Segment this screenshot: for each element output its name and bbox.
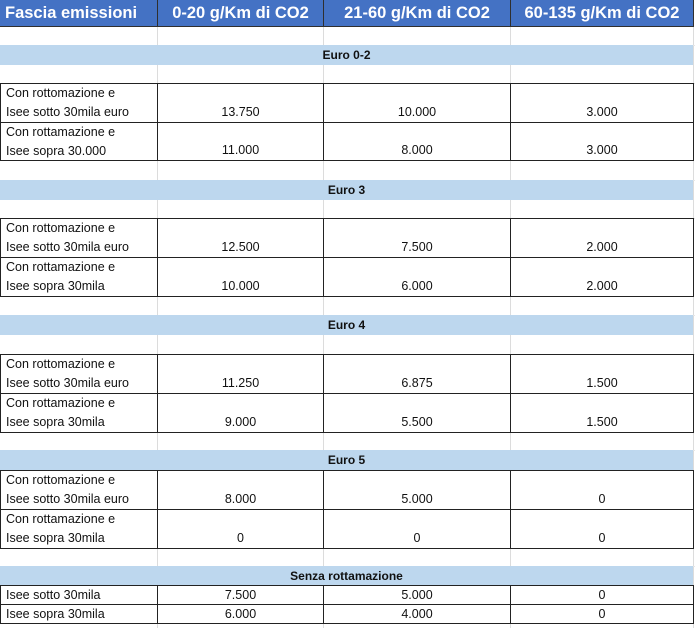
row-label[interactable] [0, 354, 158, 394]
value-cell[interactable]: 12.500 [157, 218, 324, 258]
value-cell[interactable]: 7.500 [157, 585, 324, 605]
row-label-line1: Con rottamazione e [6, 512, 116, 526]
row-label-line2: Isee sopra 30.000 [6, 143, 107, 158]
row-label-line1: Isee sopra 30mila [6, 607, 105, 621]
value-cell[interactable]: 9.000 [157, 393, 324, 433]
section-euro-5[interactable]: Euro 5 [0, 450, 693, 470]
row-label[interactable] [0, 122, 158, 161]
row-label-line1: Con rottomazione e [6, 86, 116, 100]
value-cell[interactable]: 11.250 [157, 354, 324, 394]
value-cell[interactable]: 7.500 [323, 218, 511, 258]
row-label-line1: Con rottomazione e [6, 473, 116, 487]
header-60-135[interactable]: 60-135 g/Km di CO2 [511, 0, 694, 27]
row-label[interactable] [0, 393, 158, 433]
row-label[interactable] [0, 257, 158, 297]
row-label[interactable] [0, 83, 158, 123]
section-euro-3[interactable]: Euro 3 [0, 180, 693, 200]
value-cell[interactable]: 4.000 [323, 604, 511, 624]
row-label-line1: Con rottamazione e [6, 396, 116, 410]
row-label-line2: Isee sotto 30mila euro [6, 105, 129, 119]
row-label-line2: Isee sopra 30mila [6, 279, 105, 293]
section-senza-rottamazione[interactable]: Senza rottamazione [0, 566, 693, 585]
row-label-line2: Isee sotto 30mila euro [6, 492, 129, 506]
section-euro-0-2[interactable]: Euro 0-2 [0, 45, 693, 65]
value-cell[interactable]: 8.000 [157, 470, 324, 510]
value-cell[interactable]: 1.500 [510, 393, 694, 433]
value-cell[interactable]: 5.000 [323, 470, 511, 510]
value-cell[interactable]: 6.000 [323, 257, 511, 297]
row-label-line2: Isee sopra 30mila [6, 531, 105, 545]
value-cell[interactable]: 5.000 [323, 585, 511, 605]
value-cell[interactable]: 0 [510, 509, 694, 549]
row-label-line2: Isee sopra 30mila [6, 415, 105, 429]
value-cell[interactable]: 2.000 [510, 218, 694, 258]
value-cell[interactable]: 0 [157, 509, 324, 549]
row-label[interactable] [0, 604, 158, 624]
row-label-line1: Con rottomazione e [6, 357, 116, 371]
value-cell[interactable]: 1.500 [510, 354, 694, 394]
value-cell[interactable]: 0 [323, 509, 511, 549]
value-cell[interactable]: 0 [510, 585, 694, 605]
row-label[interactable] [0, 585, 158, 605]
value-cell[interactable]: 0 [510, 604, 694, 624]
value-cell[interactable]: 3.000 [510, 122, 694, 161]
header-fascia-emissioni[interactable]: Fascia emissioni [0, 0, 158, 27]
value-cell[interactable]: 6.000 [157, 604, 324, 624]
row-label-line2: Isee sotto 30mila euro [6, 240, 129, 254]
value-cell[interactable]: 10.000 [157, 257, 324, 297]
header-0-20[interactable]: 0-20 g/Km di CO2 [158, 0, 324, 27]
row-label-line1: Isee sotto 30mila [6, 588, 101, 602]
section-euro-4[interactable]: Euro 4 [0, 315, 693, 335]
value-cell[interactable]: 6.875 [323, 354, 511, 394]
value-cell[interactable]: 3.000 [510, 83, 694, 123]
header-21-60[interactable]: 21-60 g/Km di CO2 [324, 0, 511, 27]
value-cell[interactable]: 5.500 [323, 393, 511, 433]
row-label-line1: Con rottamazione e [6, 260, 116, 274]
row-label-line2: Isee sotto 30mila euro [6, 376, 129, 390]
value-cell[interactable]: 13.750 [157, 83, 324, 123]
value-cell[interactable]: 2.000 [510, 257, 694, 297]
value-cell[interactable]: 0 [510, 470, 694, 510]
row-label[interactable] [0, 470, 158, 510]
row-label[interactable] [0, 509, 158, 549]
value-cell[interactable]: 10.000 [323, 83, 511, 123]
row-label-line1: Con rottomazione e [6, 221, 116, 235]
row-label-line1: Con rottamazione e [6, 124, 116, 139]
value-cell[interactable]: 11.000 [157, 122, 324, 161]
value-cell[interactable]: 8.000 [323, 122, 511, 161]
row-label[interactable] [0, 218, 158, 258]
